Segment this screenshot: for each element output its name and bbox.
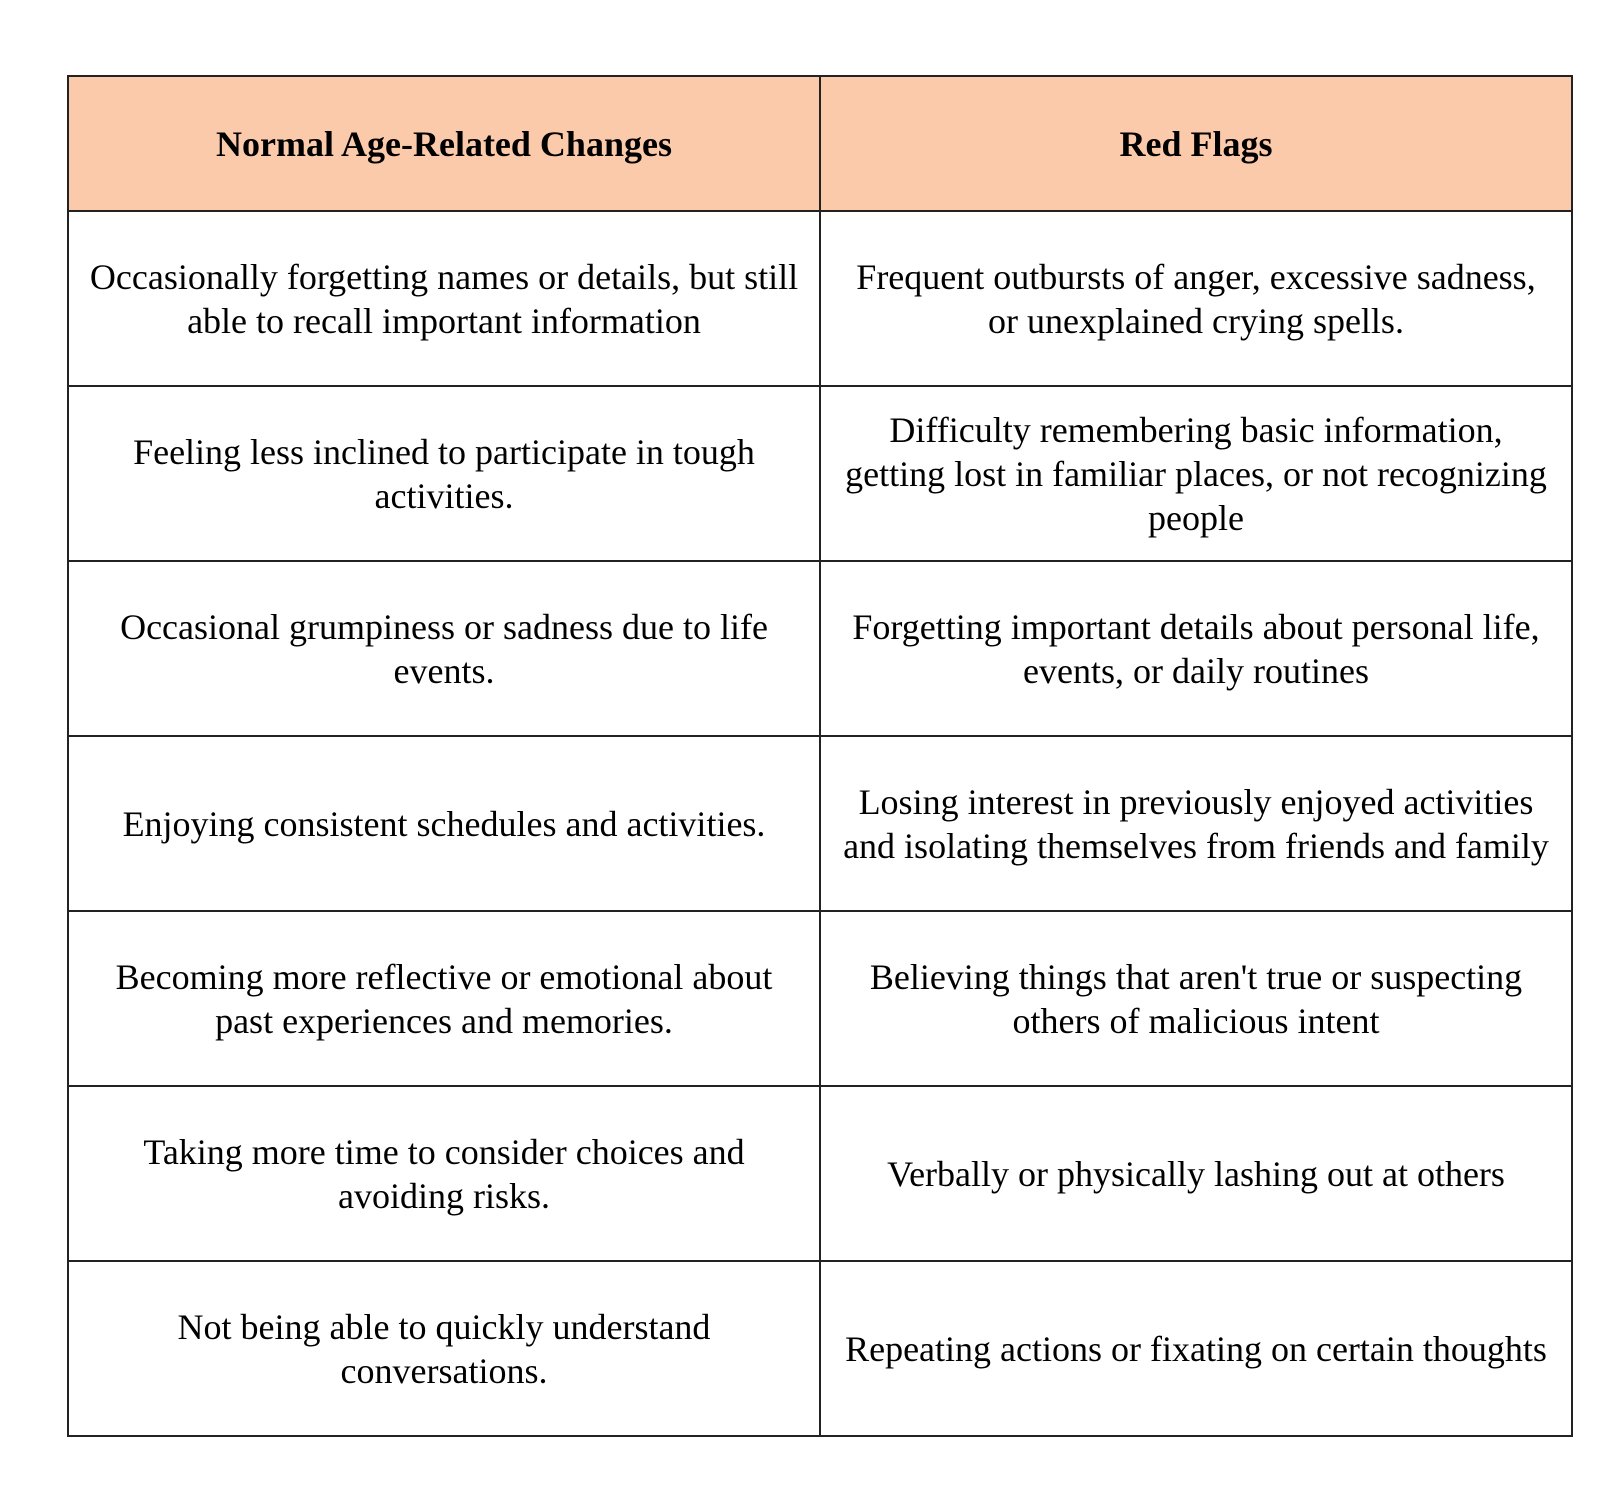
red-flag-cell: Repeating actions or fixating on certain thoughts — [820, 1261, 1572, 1436]
table-row — [68, 386, 1572, 561]
normal-change-cell: Not being able to quickly understand conversations. — [68, 1261, 820, 1436]
red-flag-cell: Frequent outbursts of anger, excessive sadness, or unexplained crying spells. — [820, 211, 1572, 386]
normal-change-cell: Feeling less inclined to participate in tough activities. — [68, 386, 820, 561]
header-normal-changes: Normal Age-Related Changes — [68, 76, 820, 211]
table-header-row — [68, 76, 1572, 211]
table-row — [68, 736, 1572, 911]
normal-change-cell: Enjoying consistent schedules and activities. — [68, 736, 820, 911]
normal-change-cell: Taking more time to consider choices and avoiding risks. — [68, 1086, 820, 1261]
red-flag-cell: Forgetting important details about personal life, events, or daily routines — [820, 561, 1572, 736]
table-row — [68, 211, 1572, 386]
table-row — [68, 911, 1572, 1086]
comparison-table — [67, 75, 1573, 1437]
red-flag-cell: Believing things that aren't true or suspecting others of malicious intent — [820, 911, 1572, 1086]
normal-change-cell: Occasional grumpiness or sadness due to life events. — [68, 561, 820, 736]
table-row — [68, 1086, 1572, 1261]
header-red-flags: Red Flags — [820, 76, 1572, 211]
normal-change-cell: Occasionally forgetting names or details, but still able to recall important information — [68, 211, 820, 386]
red-flag-cell: Verbally or physically lashing out at others — [820, 1086, 1572, 1261]
table-row — [68, 561, 1572, 736]
table-row — [68, 1261, 1572, 1436]
red-flag-cell: Losing interest in previously enjoyed activities and isolating themselves from friends and family — [820, 736, 1572, 911]
normal-change-cell: Becoming more reflective or emotional about past experiences and memories. — [68, 911, 820, 1086]
red-flag-cell: Difficulty remembering basic information, getting lost in familiar places, or not recognizing people — [820, 386, 1572, 561]
comparison-table-container — [67, 75, 1571, 1437]
